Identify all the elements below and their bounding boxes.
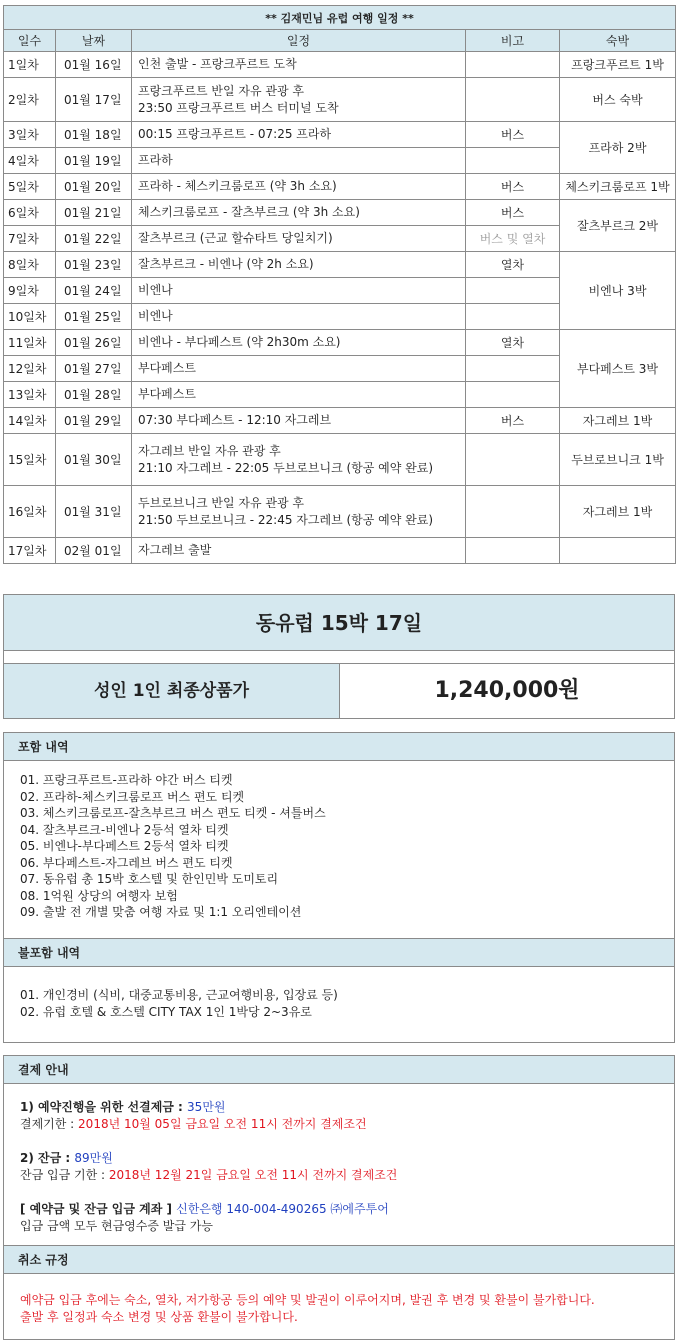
plan-line: 비엔나 - 부다페스트 (약 2h30m 소요) [138,335,341,349]
plan-cell [132,278,466,304]
day-cell: 17일차 [4,538,56,564]
account-line [20,1201,658,1218]
list-item: 07. 동유럽 총 15박 호스텔 및 한인민박 도미토리 [20,872,279,886]
balance-amount: 89만원 [74,1151,113,1165]
inclusion-box [3,732,675,1043]
note-cell [466,434,560,486]
col-header-day: 일수 [4,30,56,52]
stay-cell: 자그레브 1박 [560,486,676,538]
plan-line: 프랑크푸르트 반일 자유 관광 후 [138,83,304,98]
price-value: 1,240,000원 [434,678,580,703]
plan-line: 21:10 자그레브 - 22:05 두브로브니크 (항공 예약 완료) [138,460,434,475]
plan-line: 21:50 두브로브니크 - 22:45 자그레브 (항공 예약 완료) [138,512,434,527]
included-title: 포함 내역 [4,733,674,761]
note-cell: 열차 [466,330,560,356]
account-label: [ 예약금 및 잔금 입금 계좌 ] [20,1202,177,1216]
plan-line: 07:30 부다페스트 - 12:10 자그레브 [138,413,332,427]
note-cell: 버스 [466,122,560,148]
excluded-title: 불포함 내역 [4,939,674,967]
date-cell: 01월 22일 [56,226,132,252]
day-cell: 3일차 [4,122,56,148]
included-list [4,761,674,939]
table-row [4,408,676,434]
stay-cell: 잘츠부르크 2박 [560,200,676,252]
plan-line: 프라하 - 체스키크룸로프 (약 3h 소요) [138,179,337,193]
table-row [4,52,676,78]
plan-line: 자그레브 출발 [138,543,212,557]
receipt-note: 입금 금액 모두 현금영수증 발급 가능 [20,1218,213,1233]
payment-info [4,1084,674,1246]
product-box [3,594,675,719]
list-item: 02. 유럽 호텔 & 호스텔 CITY TAX 1인 1박당 2~3유로 [20,1004,312,1019]
plan-cell [132,200,466,226]
spacer [20,1183,658,1201]
plan-line: 부다페스트 [138,361,196,375]
stay-cell: 프랑크푸르트 1박 [560,52,676,78]
date-cell: 01월 17일 [56,78,132,122]
plan-cell [132,226,466,252]
plan-line: 체스키크룸로프 - 잘츠부르크 (약 3h 소요) [138,205,360,219]
day-cell: 15일차 [4,434,56,486]
date-cell: 01월 29일 [56,408,132,434]
deposit-amount: 35만원 [187,1100,226,1114]
cancel-line: 출발 후 일정과 숙소 변경 및 상품 환불이 불가합니다. [20,1309,298,1324]
list-item: 01. 개인경비 (식비, 대중교통비용, 근교여행비용, 입장료 등) [20,988,338,1002]
plan-line: 부다페스트 [138,387,196,401]
date-cell: 01월 27일 [56,356,132,382]
note-cell [466,52,560,78]
plan-cell [132,78,466,122]
day-cell: 9일차 [4,278,56,304]
date-cell: 01월 18일 [56,122,132,148]
table-row [4,200,676,226]
note-cell: 버스 [466,200,560,226]
deposit-label: 1) 예약진행을 위한 선결제금 : [20,1100,188,1114]
plan-line: 자그레브 반일 자유 관광 후 [138,443,281,458]
note-cell [466,78,560,122]
price-row [4,664,674,718]
table-row [4,78,676,122]
plan-cell [132,148,466,174]
plan-line: 비엔나 [138,283,173,297]
day-cell: 14일차 [4,408,56,434]
account-value: 신한은행 140-004-490265 ㈜에주투어 [176,1202,389,1216]
table-row [4,434,676,486]
plan-cell [132,486,466,538]
deposit-deadline-line [20,1116,658,1133]
plan-cell [132,382,466,408]
plan-line: 비엔나 [138,309,173,323]
note-cell [466,356,560,382]
product-title: 동유럽 15박 17일 [4,595,674,651]
stay-cell: 프라하 2박 [560,122,676,174]
stay-cell: 비엔나 3박 [560,252,676,330]
note-cell [466,278,560,304]
stay-cell: 부다페스트 3박 [560,330,676,408]
plan-cell [132,356,466,382]
day-cell: 10일차 [4,304,56,330]
note-cell: 버스 [466,174,560,200]
table-header-row [4,30,676,52]
day-cell: 2일차 [4,78,56,122]
plan-cell [132,52,466,78]
col-header-plan: 일정 [132,30,466,52]
plan-cell [132,122,466,148]
cancel-policy [4,1274,674,1325]
stay-cell: 자그레브 1박 [560,408,676,434]
list-item: 09. 출발 전 개별 맞춤 여행 자료 및 1:1 오리엔테이션 [20,905,302,919]
itinerary-table [3,5,676,564]
deposit-line [20,1099,658,1116]
day-cell: 8일차 [4,252,56,278]
table-row [4,174,676,200]
price-label: 성인 1인 최종상품가 [4,664,340,718]
stay-cell: 버스 숙박 [560,78,676,122]
deposit-deadline-label: 결제기한 : [20,1116,79,1131]
itinerary-section [3,5,675,564]
list-item: 06. 부다페스트-자그레브 버스 편도 티켓 [20,855,233,870]
date-cell: 01월 30일 [56,434,132,486]
plan-cell [132,330,466,356]
list-item: 01. 프랑크푸르트-프라하 야간 버스 티켓 [20,773,233,787]
plan-line: 인천 출발 - 프랑크푸르트 도착 [138,57,297,71]
day-cell: 5일차 [4,174,56,200]
col-header-date: 날짜 [56,30,132,52]
plan-cell [132,408,466,434]
cancel-line: 예약금 입금 후에는 숙소, 열차, 저가항공 등의 예약 및 발권이 이루어지며, 발권 후 변경 및 환불이 불가합니다. [20,1293,595,1307]
note-cell: 열차 [466,252,560,278]
date-cell: 01월 23일 [56,252,132,278]
table-row [4,330,676,356]
date-cell: 02월 01일 [56,538,132,564]
day-cell: 16일차 [4,486,56,538]
balance-deadline-label: 잔금 입금 기한 : [20,1167,109,1182]
stay-cell: 체스키크룸로프 1박 [560,174,676,200]
date-cell: 01월 24일 [56,278,132,304]
day-cell: 6일차 [4,200,56,226]
note-cell [466,486,560,538]
date-cell: 01월 20일 [56,174,132,200]
date-cell: 01월 26일 [56,330,132,356]
note-cell [466,538,560,564]
cancel-title: 취소 규정 [4,1246,674,1274]
list-item: 03. 체스키크룸로프-잘츠부르크 버스 편도 티켓 - 셔틀버스 [20,806,326,820]
balance-deadline-line [20,1167,658,1184]
spacer [20,1132,658,1150]
plan-cell [132,304,466,330]
date-cell: 01월 28일 [56,382,132,408]
plan-cell [132,434,466,486]
col-header-stay: 숙박 [560,30,676,52]
table-row [4,122,676,148]
plan-line: 프라하 [138,153,173,167]
stay-cell [560,538,676,564]
date-cell: 01월 19일 [56,148,132,174]
day-cell: 1일차 [4,52,56,78]
date-cell: 01월 21일 [56,200,132,226]
plan-line: 잘츠부르크 (근교 할슈타트 당일치기) [138,231,333,245]
col-header-note: 비고 [466,30,560,52]
balance-label: 2) 잔금 : [20,1151,75,1165]
note-cell [466,148,560,174]
excluded-list [4,967,674,1020]
note-cell [466,382,560,408]
plan-line: 잘츠부르크 - 비엔나 (약 2h 소요) [138,257,314,271]
date-cell: 01월 31일 [56,486,132,538]
list-item: 08. 1억원 상당의 여행자 보험 [20,888,178,903]
balance-deadline: 2018년 12월 21일 금요일 오전 11시 전까지 결제조건 [108,1167,398,1182]
plan-cell [132,174,466,200]
balance-line [20,1150,658,1167]
list-item: 02. 프라하-체스키크룸로프 버스 편도 티켓 [20,789,245,804]
table-row [4,252,676,278]
stay-cell: 두브로브니크 1박 [560,434,676,486]
table-row [4,486,676,538]
table-row [4,538,676,564]
list-item: 05. 비엔나-부다페스트 2등석 열차 티켓 [20,839,229,853]
day-cell: 12일차 [4,356,56,382]
plan-cell [132,538,466,564]
day-cell: 11일차 [4,330,56,356]
product-spacer [4,651,674,664]
date-cell: 01월 25일 [56,304,132,330]
itinerary-title: ** 김재민님 유럽 여행 일정 ** [4,6,676,30]
note-cell [466,304,560,330]
payment-box [3,1055,675,1340]
plan-cell [132,252,466,278]
plan-line: 두브로브니크 반일 자유 관광 후 [138,495,304,510]
plan-line: 23:50 프랑크푸르트 버스 터미널 도착 [138,100,339,115]
day-cell: 7일차 [4,226,56,252]
date-cell: 01월 16일 [56,52,132,78]
deposit-deadline: 2018년 10월 05일 금요일 오전 11시 전까지 결제조건 [78,1116,367,1131]
payment-title: 결제 안내 [4,1056,674,1084]
day-cell: 4일차 [4,148,56,174]
note-cell: 버스 [466,408,560,434]
note-cell: 버스 및 열차 [466,226,560,252]
list-item: 04. 잘츠부르크-비엔나 2등석 열차 티켓 [20,822,229,837]
day-cell: 13일차 [4,382,56,408]
plan-line: 00:15 프랑크푸르트 - 07:25 프라하 [138,127,332,141]
